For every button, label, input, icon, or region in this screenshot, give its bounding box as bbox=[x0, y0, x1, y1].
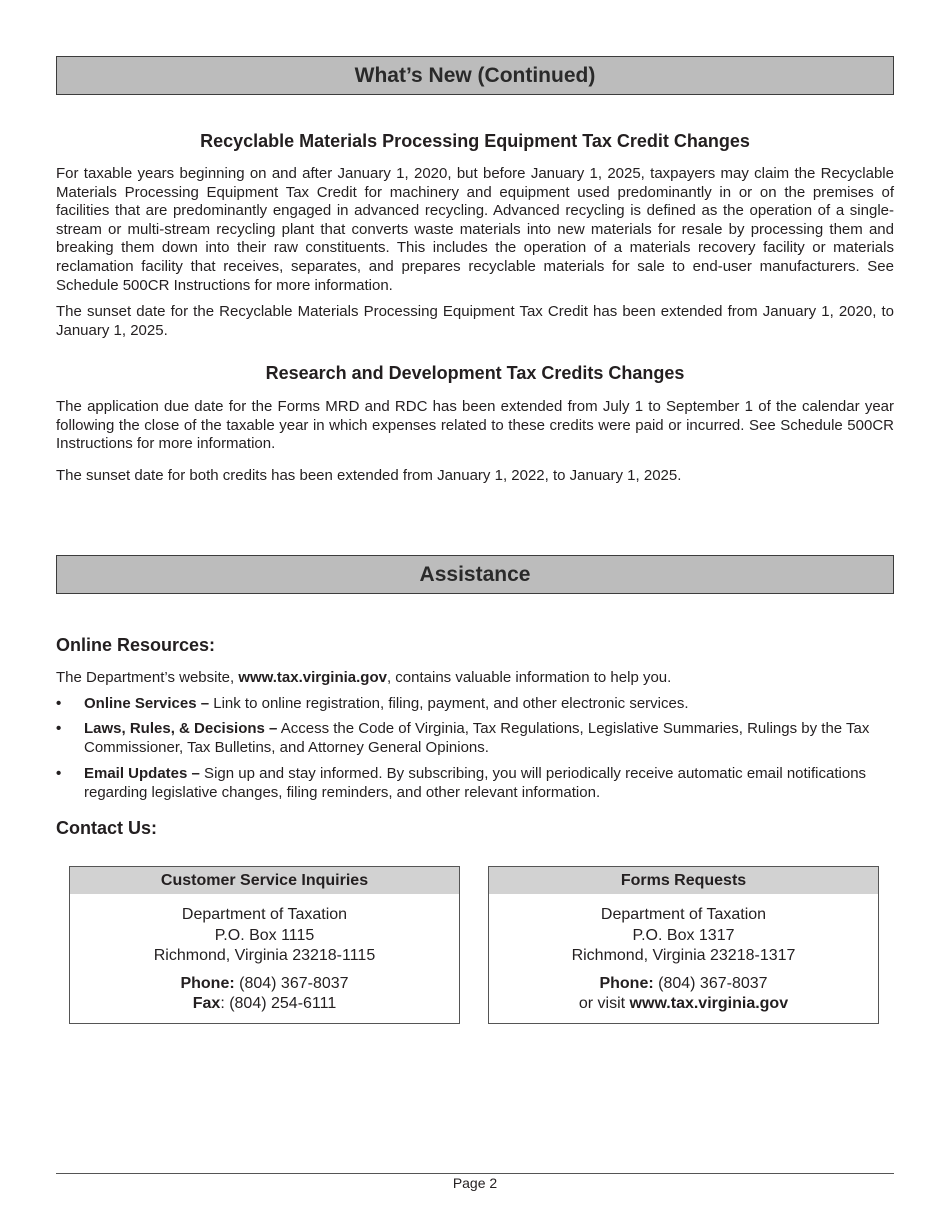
whats-new-banner bbox=[56, 56, 894, 95]
assistance-title: Assistance bbox=[419, 562, 531, 586]
fax-number: : (804) 254-6111 bbox=[220, 995, 337, 1012]
bullet-text: Link to online registration, filing, payment, and other electronic services. bbox=[209, 695, 689, 712]
customer-service-card bbox=[69, 866, 460, 1024]
phone-number: (804) 367-8037 bbox=[234, 974, 349, 992]
online-resources-heading: Online Resources: bbox=[56, 635, 216, 655]
bullet-text: Access the Code of Virginia, Tax Regulations, Legislative Summaries, Rulings by the Tax Commissioner, Tax Bulletins, and Attorney General Opinions. bbox=[84, 720, 870, 756]
rd-paragraph-1: The application due date for the Forms MRD and RDC has been extended from July 1 to September 1 of the calendar year following the close of the taxable year in which expenses related to these credits were paid or incurred. See Schedule 500CR Instructions for more information. bbox=[56, 398, 894, 453]
address-line: P.O. Box 1317 bbox=[632, 926, 735, 944]
bullet-online-services bbox=[56, 695, 894, 714]
recyclable-paragraph-1: For taxable years beginning on and after January 1, 2020, but before January 1, 2025, taxpayers may claim the Recyclable Materials Processing Equipment Tax Credit for machinery and equipment used predominantly in or on the premises of facilities that are predominantly engaged in advanced recycling. Advanced recycling is defined as the operation of a single-stream or multi-stream recycling plant that converts waste materials into new materials for resale by processing them and breaking them down into their raw constituents. This includes the operation of a materials recovery facility or materials reclamation facility that receives, separates, and prepares recyclable materials for sale to end-user manufacturers. See Schedule 500CR Instructions for more information. bbox=[56, 165, 894, 294]
online-resources-intro bbox=[56, 669, 894, 688]
contact-us-heading: Contact Us: bbox=[56, 818, 158, 838]
visit-line bbox=[489, 994, 878, 1015]
bullet-email-updates bbox=[56, 765, 894, 802]
rd-paragraph-2: The sunset date for both credits has been extended from January 1, 2022, to January 1, 2025. bbox=[56, 467, 682, 484]
forms-requests-card bbox=[488, 866, 879, 1024]
phone-line bbox=[70, 974, 459, 995]
forms-requests-title: Forms Requests bbox=[489, 867, 878, 894]
address-line: Richmond, Virginia 23218-1115 bbox=[153, 947, 376, 964]
bullet-label: Online Services – bbox=[84, 695, 210, 712]
bullet-icon: • bbox=[56, 720, 62, 737]
address-line: Department of Taxation bbox=[600, 906, 767, 923]
page-number: Page 2 bbox=[452, 1175, 498, 1191]
bullet-laws-rules bbox=[56, 720, 894, 757]
website-link[interactable]: www.tax.virginia.gov bbox=[238, 669, 387, 686]
bullet-text: Sign up and stay informed. By subscribing, you will periodically receive automatic email notifications regarding legislative changes, filing reminders, and other relevant information. bbox=[84, 765, 867, 801]
visit-website-link[interactable]: www.tax.virginia.gov bbox=[629, 995, 789, 1012]
footer-divider bbox=[56, 1173, 894, 1174]
whats-new-title: What’s New (Continued) bbox=[354, 63, 596, 87]
phone-line bbox=[489, 974, 878, 995]
assistance-banner bbox=[56, 555, 894, 594]
address-line: Richmond, Virginia 23218-1317 bbox=[571, 947, 796, 964]
intro-text: The Department’s website, bbox=[56, 669, 239, 686]
address-line: P.O. Box 1115 bbox=[214, 926, 315, 944]
bullet-icon: • bbox=[56, 695, 62, 712]
rd-heading: Research and Development Tax Credits Changes bbox=[265, 363, 685, 383]
fax-line bbox=[70, 994, 459, 1015]
recyclable-paragraph-2: The sunset date for the Recyclable Materials Processing Equipment Tax Credit has been extended from January 1, 2020, to January 1, 2025. bbox=[56, 303, 894, 339]
bullet-label: Email Updates – bbox=[84, 765, 200, 782]
bullet-icon: • bbox=[56, 765, 62, 782]
customer-service-title: Customer Service Inquiries bbox=[70, 867, 459, 894]
phone-label: Phone: bbox=[599, 974, 654, 992]
address-line: Department of Taxation bbox=[181, 906, 348, 923]
phone-number: (804) 367-8037 bbox=[653, 974, 768, 992]
bullet-label: Laws, Rules, & Decisions – bbox=[84, 720, 278, 737]
recyclable-heading: Recyclable Materials Processing Equipment Tax Credit Changes bbox=[200, 131, 750, 151]
phone-label: Phone: bbox=[180, 974, 235, 992]
visit-text: or visit bbox=[578, 995, 630, 1012]
fax-label: Fax bbox=[192, 995, 221, 1012]
intro-text-end: , contains valuable information to help you. bbox=[386, 669, 672, 686]
